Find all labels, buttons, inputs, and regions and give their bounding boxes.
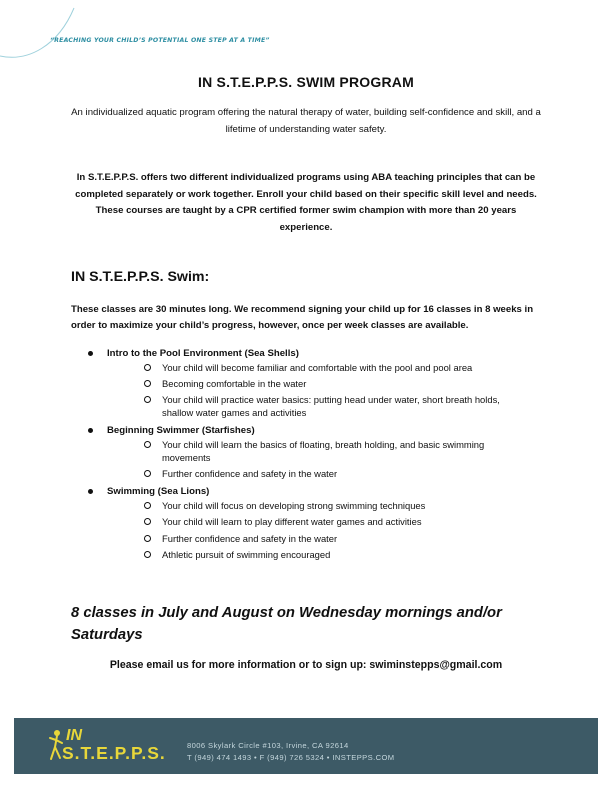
detail-item: Becoming comfortable in the water: [144, 378, 528, 391]
page-title: IN S.T.E.P.P.S. SWIM PROGRAM: [198, 74, 414, 90]
detail-list: [107, 439, 528, 480]
circle-bullet-icon: [144, 380, 151, 387]
bullet-icon: [88, 489, 93, 494]
class-description: These classes are 30 minutes long. We recommend signing your child up for 16 classes in 8 weeks in order to maximize your child’s progress, however, once per week classes are available.: [71, 304, 534, 331]
footer-banner: [14, 718, 598, 774]
circle-bullet-icon: [144, 535, 151, 542]
circle-bullet-icon: [144, 470, 151, 477]
course-item: [88, 423, 528, 480]
detail-item: Your child will become familiar and comfortable with the pool and pool area: [144, 362, 528, 375]
circle-bullet-icon: [144, 441, 151, 448]
circle-bullet-icon: [144, 518, 151, 525]
detail-list: [107, 362, 528, 420]
course-name: Swimming (Sea Lions): [107, 486, 210, 498]
course-list: [88, 346, 528, 565]
detail-item: Further confidence and safety in the water: [144, 533, 528, 546]
detail-item: Your child will focus on developing strong swimming techniques: [144, 500, 528, 513]
course-item: [88, 346, 528, 420]
course-name: Intro to the Pool Environment (Sea Shells): [107, 348, 299, 359]
bullet-icon: [88, 428, 93, 433]
detail-item: Your child will learn the basics of floating, breath holding, and basic swimming movements: [144, 439, 528, 464]
circle-bullet-icon: [144, 551, 151, 558]
contact-line: Please email us for more information or to sign up: swiminstepps@gmail.com: [109, 659, 503, 671]
footer-phone-line: T (949) 474 1493 • F (949) 726 5324 • INSTEPPS.COM: [187, 753, 395, 762]
course-name: Beginning Swimmer (Starfishes): [107, 425, 255, 437]
detail-item: Your child will practice water basics: putting head under water, short breath holds, shallow water games and activities: [144, 394, 528, 419]
footer-address: 8006 Skylark Circle #103, Irvine, CA 92614: [187, 741, 349, 750]
schedule-note: 8 classes in July and August on Wednesday mornings and/or Saturdays: [71, 605, 502, 643]
intro-paragraph: An individualized aquatic program offering the natural therapy of water, building self-confidence and skill, and a lifetime of understanding water safety.: [71, 107, 541, 135]
logo-in-text: IN: [66, 727, 82, 744]
section-heading: IN S.T.E.P.P.S. Swim:: [71, 269, 210, 285]
course-item: [88, 484, 528, 561]
detail-item: Athletic pursuit of swimming encouraged: [144, 549, 528, 562]
detail-list: [107, 500, 528, 561]
programs-paragraph: In S.T.E.P.P.S. offers two different individualized programs using ABA teaching principles that can be completed separately or work together. Enroll your child based on their specific skill level and needs. These courses are taught by a CPR certified former swim champion with more than 20 years experience.: [75, 172, 537, 233]
detail-item: Your child will learn to play different water games and activities: [144, 516, 528, 529]
header-tagline: “REACHING YOUR CHILD’S POTENTIAL ONE STEP AT A TIME”: [50, 37, 270, 44]
instepps-logo: [48, 726, 178, 766]
bullet-icon: [88, 351, 93, 356]
detail-item: Further confidence and safety in the water: [144, 468, 528, 481]
circle-bullet-icon: [144, 364, 151, 371]
circle-bullet-icon: [144, 396, 151, 403]
logo-steps-text: S.T.E.P.P.S.: [62, 743, 166, 763]
circle-bullet-icon: [144, 502, 151, 509]
